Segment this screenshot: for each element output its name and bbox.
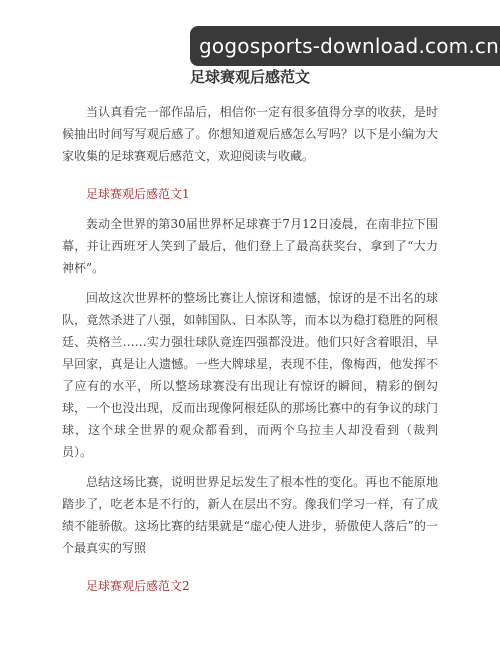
section1-paragraph-1: 轰动全世界的第30届世界杯足球赛于7月12日凌晨，在南非拉下围幕，并让西班牙人笑到了最后，他们登上了最高获奖台，拿到了“大力神杯”。 (62, 217, 438, 275)
section-heading-1: 足球赛观后感范文1 (86, 187, 190, 201)
page-title: 足球赛观后感范文 (189, 68, 310, 86)
watermark-banner: gogosports-download.com.cn (190, 26, 500, 66)
section1-paragraph-3: 总结这场比赛，说明世界足坛发生了根本性的变化。再也不能原地踏步了，吃老本是不行的，新人在层出不穷。像我们学习一样，有了成绩不能骄傲。这场比赛的结果就是“虚心使人进步，骄傲使人落后”的一个最真实的写照 (62, 475, 438, 555)
intro-paragraph: 当认真看完一部作品后，相信你一定有很多值得分享的收获，是时候抽出时间写写观后感了。你想知道观后感怎么写吗？以下是小编为大家收集的足球赛观后感范文，欢迎阅读与收藏。 (62, 105, 438, 163)
article-body (62, 101, 438, 597)
section-heading-2: 足球赛观后感范文2 (86, 579, 190, 593)
section1-paragraph-2: 回故这次世界杯的整场比赛让人惊讶和遗憾，惊讶的是不出名的球队，竟然杀进了八强，如韩国队、日本队等，而本以为稳打稳胜的阿根廷、英格兰……实力强壮球队竟连四强都没进。他们只好含着眼泪，早早回家，真是让人遗憾。一些大牌球星，表现不佳，像梅西，他发挥不了应有的水平，所以整场球赛没有出现让有惊讶的瞬间，精彩的倒勾球，一个也没出现，反而出现像阿根廷队的那场比赛中的有争议的球门球，这个球全世界的观众都看到，而两个乌拉圭人却没看到（裁判员）。 (62, 291, 438, 459)
